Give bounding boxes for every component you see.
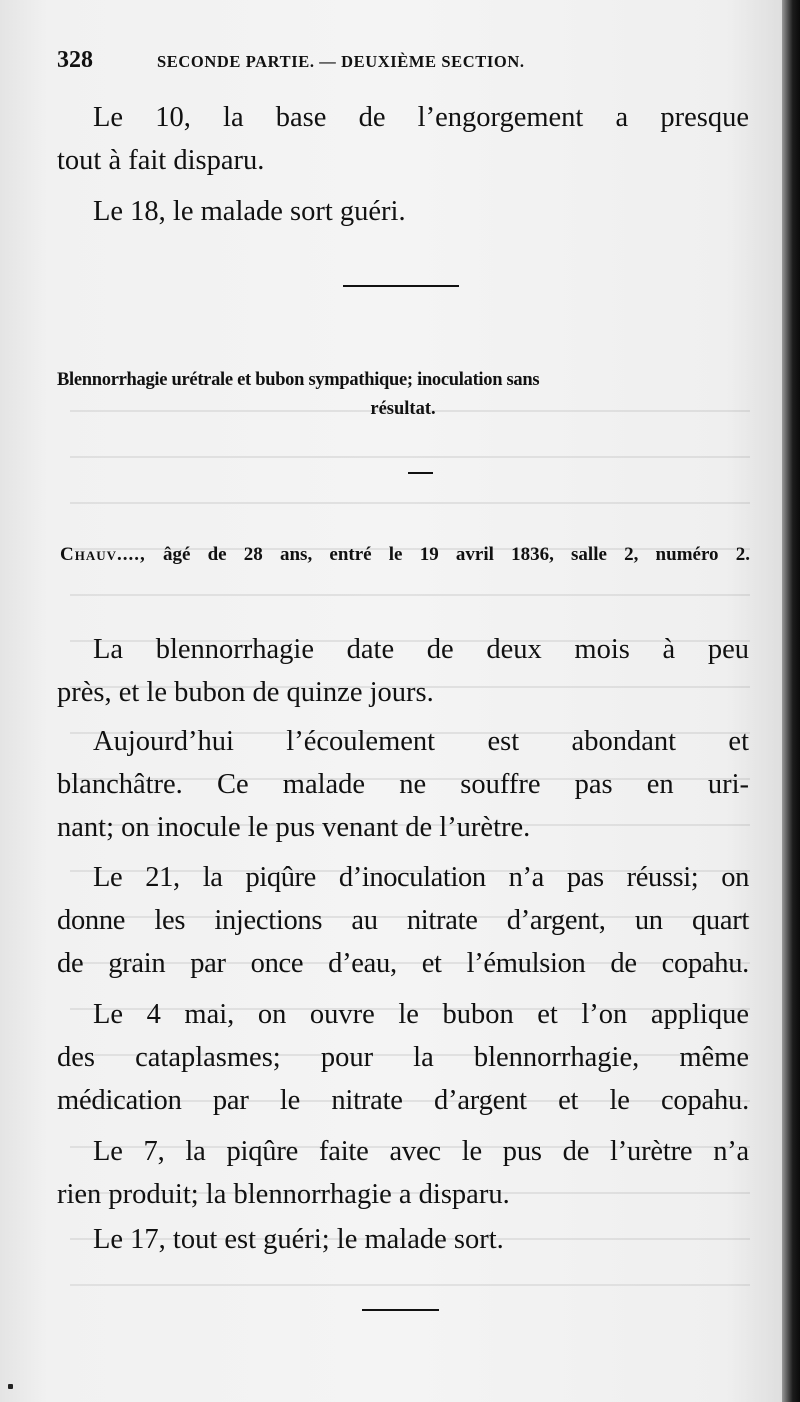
margin-speck <box>8 1384 13 1389</box>
running-header <box>57 47 697 77</box>
paragraph-intro-2 <box>57 190 749 233</box>
paragraph-body-1 <box>57 628 749 714</box>
paragraph-body-4 <box>57 993 749 1122</box>
text-line: rien produit; la blennorrhagie a disparu. <box>57 1179 510 1210</box>
paragraph-body-3 <box>57 856 749 985</box>
text-line: Le 7, la piqûre faite avec le pus de l’urètre n’a <box>93 1136 749 1167</box>
text-line: Le 10, la base de l’engorgement a presque <box>93 102 749 133</box>
patient-name: Chauv...., <box>60 544 146 565</box>
text-line: donne les injections au nitrate d’argent, un quart <box>57 905 749 936</box>
page-number: 328 <box>57 47 93 73</box>
text-line: près, et le bubon de quinze jours. <box>57 677 434 708</box>
paragraph-intro-1 <box>57 96 749 182</box>
text-line: nant; on inocule le pus venant de l’urètre. <box>57 812 531 843</box>
paragraph-body-2 <box>57 720 749 849</box>
text-line: Le 17, tout est guéri; le malade sort. <box>93 1224 504 1255</box>
running-title: SECONDE PARTIE. — DEUXIÈME SECTION. <box>157 52 525 71</box>
paragraph-body-5 <box>57 1130 749 1216</box>
observation-title <box>57 366 749 424</box>
end-divider-rule <box>362 1309 439 1311</box>
text-line: tout à fait disparu. <box>57 145 265 176</box>
text-line: Le 18, le malade sort guéri. <box>93 196 406 227</box>
section-divider-rule <box>343 285 459 287</box>
observation-title-line: Blennorrhagie urétrale et bubon sympathique; inoculation sans <box>57 370 540 390</box>
patient-details: âgé de 28 ans, entré le 19 avril 1836, salle 2, numéro 2. <box>162 544 750 565</box>
text-line: Aujourd’hui l’écoulement est abondant et <box>93 726 749 757</box>
text-line: de grain par once d’eau, et l’émulsion de copahu. <box>57 948 749 979</box>
observation-title-line: résultat. <box>370 399 436 419</box>
text-line: médication par le nitrate d’argent et le copahu. <box>57 1085 749 1116</box>
text-line: Le 4 mai, on ouvre le bubon et l’on applique <box>93 999 749 1030</box>
text-line: La blennorrhagie date de deux mois à peu <box>93 634 749 665</box>
paragraph-body-6 <box>57 1218 749 1261</box>
short-divider-rule <box>408 472 433 474</box>
text-line: Le 21, la piqûre d’inoculation n’a pas réussi; on <box>93 862 749 893</box>
case-header <box>60 541 750 569</box>
page-edge-shadow <box>782 0 800 1402</box>
text-line: des cataplasmes; pour la blennorrhagie, même <box>57 1042 749 1073</box>
text-line: blanchâtre. Ce malade ne souffre pas en uri- <box>57 769 749 800</box>
